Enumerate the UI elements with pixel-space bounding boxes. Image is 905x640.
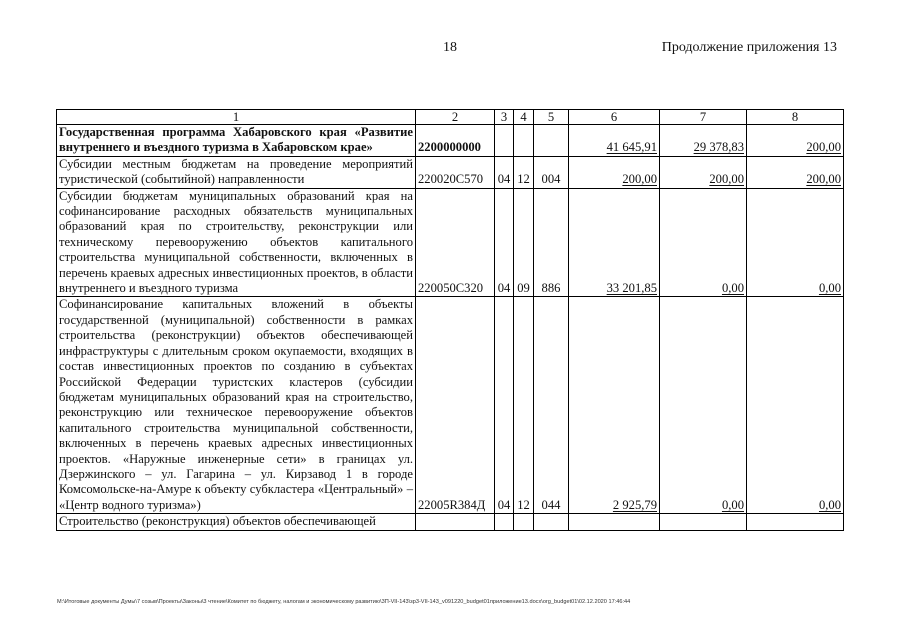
budget-table bbox=[56, 109, 844, 531]
row-subsection: 12 bbox=[514, 297, 534, 514]
page-number: 18 bbox=[443, 40, 457, 55]
row-subsection bbox=[514, 125, 534, 157]
empty-cell bbox=[416, 514, 495, 530]
empty-cell bbox=[534, 514, 569, 530]
row-description: Государственная программа Хабаровского края «Развитие внутреннего и въездного туризма в Хабаровском крае» bbox=[57, 125, 416, 157]
row-code: 22005R384Д bbox=[416, 297, 495, 514]
file-path-footer: M:\Итоговые документы Думы\7 созыв\Проекты\Законы\3 чтение\Комитет по бюджету, налогам и экономическому развитию\3П-VII-143\зр3-VII-143_v091220_budget01приложение13.docx\org_budget01\02.12.2020 17:46:44 bbox=[57, 599, 631, 605]
row-description: Субсидии местным бюджетам на проведение мероприятий туристической (событийной) направленности bbox=[57, 156, 416, 188]
column-header: 4 bbox=[514, 110, 534, 125]
column-header: 1 bbox=[57, 110, 416, 125]
row-description: Строительство (реконструкция) объектов обеспечивающей bbox=[57, 514, 416, 530]
appendix-label: Продолжение приложения 13 bbox=[661, 40, 837, 55]
column-header: 8 bbox=[747, 110, 844, 125]
row-section bbox=[495, 125, 514, 157]
column-header: 7 bbox=[660, 110, 747, 125]
row-code: 220050С320 bbox=[416, 188, 495, 297]
empty-cell bbox=[495, 514, 514, 530]
row-section: 04 bbox=[495, 297, 514, 514]
row-amount-col6: 200,00 bbox=[569, 156, 660, 188]
row-amount-col7: 29 378,83 bbox=[660, 125, 747, 157]
row-amount-col8: 0,00 bbox=[747, 188, 844, 297]
row-amount-col7: 0,00 bbox=[660, 188, 747, 297]
row-amount-col8: 200,00 bbox=[747, 125, 844, 157]
table-row bbox=[57, 297, 844, 514]
table-row bbox=[57, 514, 844, 530]
row-expense-type bbox=[534, 125, 569, 157]
row-subsection: 12 bbox=[514, 156, 534, 188]
row-code: 220020С570 bbox=[416, 156, 495, 188]
row-description: Субсидии бюджетам муниципальных образований края на софинансирование расходных обязательств муниципальных образований края по строительству, реконструкции или техническому перевооружению объектов капитального строительства муниципальной собственности, включенных в перечень краевых адресных инвестиционных проектов, в области внутреннего и въездного туризма bbox=[57, 188, 416, 297]
row-amount-col6: 33 201,85 bbox=[569, 188, 660, 297]
row-expense-type: 004 bbox=[534, 156, 569, 188]
table-row bbox=[57, 125, 844, 157]
row-subsection: 09 bbox=[514, 188, 534, 297]
row-section: 04 bbox=[495, 188, 514, 297]
row-amount-col6: 41 645,91 bbox=[569, 125, 660, 157]
column-header: 3 bbox=[495, 110, 514, 125]
empty-cell bbox=[660, 514, 747, 530]
empty-cell bbox=[514, 514, 534, 530]
row-amount-col7: 0,00 bbox=[660, 297, 747, 514]
row-amount-col8: 200,00 bbox=[747, 156, 844, 188]
row-code: 2200000000 bbox=[416, 125, 495, 157]
table-row bbox=[57, 188, 844, 297]
row-amount-col8: 0,00 bbox=[747, 297, 844, 514]
row-amount-col6: 2 925,79 bbox=[569, 297, 660, 514]
column-header: 2 bbox=[416, 110, 495, 125]
row-expense-type: 044 bbox=[534, 297, 569, 514]
row-expense-type: 886 bbox=[534, 188, 569, 297]
column-header: 6 bbox=[569, 110, 660, 125]
empty-cell bbox=[569, 514, 660, 530]
table-header-row bbox=[57, 110, 844, 125]
empty-cell bbox=[747, 514, 844, 530]
table-row bbox=[57, 156, 844, 188]
row-section: 04 bbox=[495, 156, 514, 188]
row-amount-col7: 200,00 bbox=[660, 156, 747, 188]
row-description: Софинансирование капитальных вложений в объекты государственной (муниципальной) собственности в рамках строительства (реконструкции) объектов обеспечивающей инфраструктуры с длительным сроком окупаемости, входящих в состав инвестиционных проектов по созданию в субъектах Российской Федерации туристских кластеров (субсидии бюджетам муниципальных образований края на строительство, реконструкцию или техническое перевооружение объектов капитального строительства муниципальной собственности, включенных в перечень краевых адресных инвестиционных проектов. «Наружные инженерные сети» в границах ул. Дзержинского – ул. Гагарина – ул. Кирзавод 1 в городе Комсомольске-на-Амуре к объекту субкластера «Центральный» – «Центр водного туризма») bbox=[57, 297, 416, 514]
column-header: 5 bbox=[534, 110, 569, 125]
